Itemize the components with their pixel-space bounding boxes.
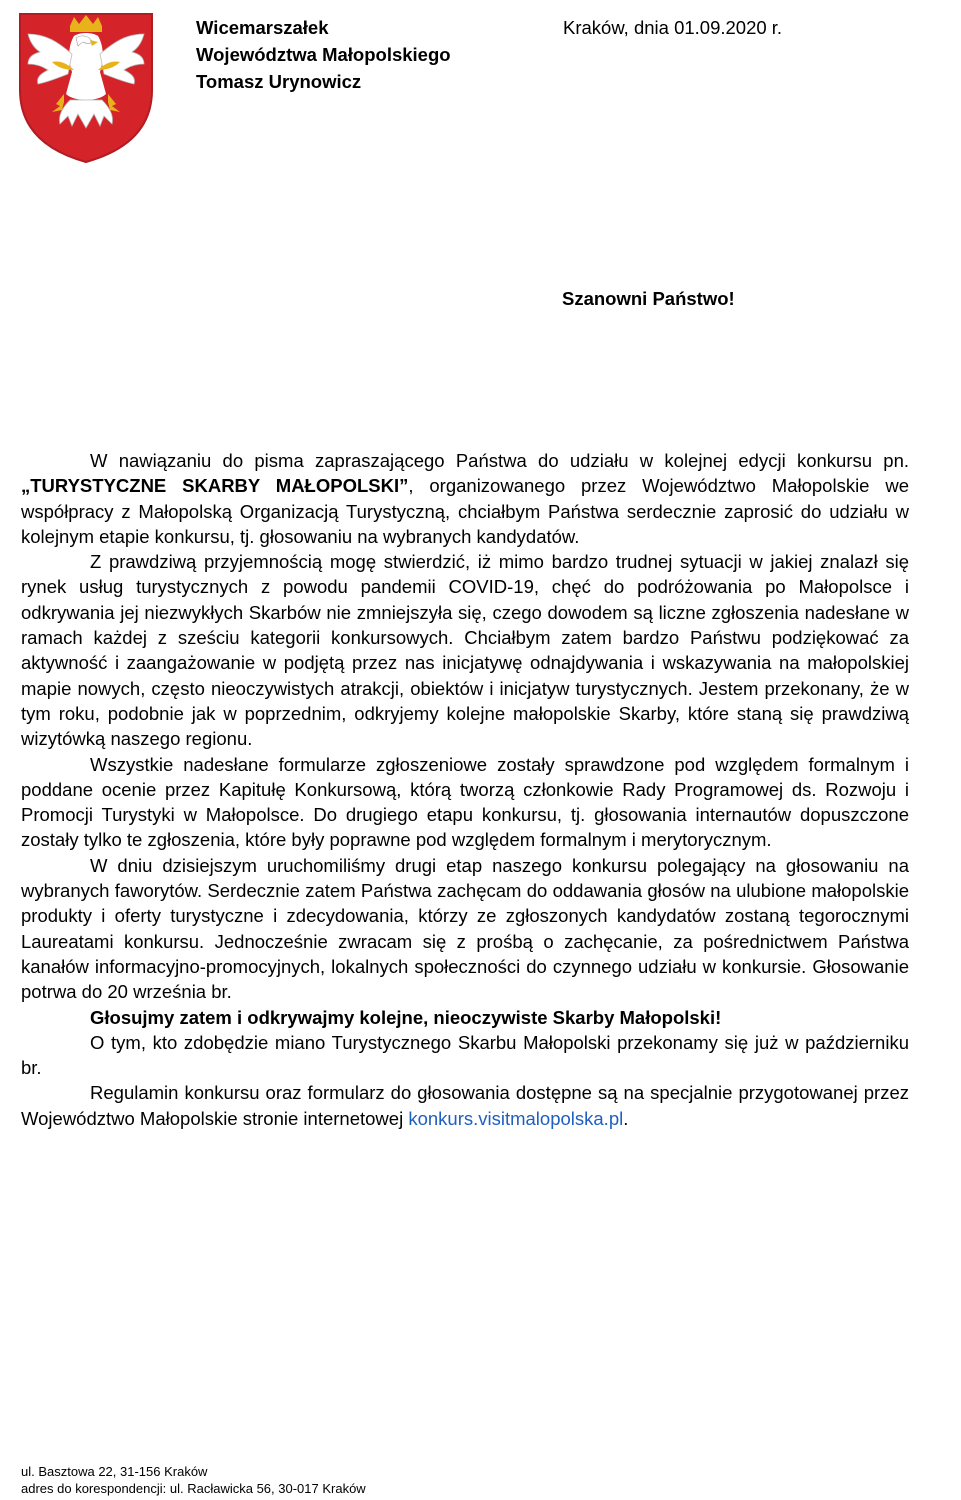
paragraph-4: W dniu dzisiejszym uruchomiliśmy drugi etap naszego konkursu polegający na głosowaniu na wybranych faworytów. Serdecznie zatem Państwa zachęcam do oddawania głosów na ulubione małopolskie produkty i oferty turystyczne i zdecydowania, którzy ze zgłoszonych kandydatów zostaną tegorocznymi Laureatami konkursu. Jednocześnie zwracam się z prośbą o zachęcanie, za pośrednictwem Państwa kanałów informacyjno-promocyjnych, lokalnych społeczności do czynnego udziału w konkursie. Głosowanie potrwa do 20 września br.: [21, 854, 909, 1003]
paragraph-3: Wszystkie nadesłane formularze zgłoszeniowe zostały sprawdzone pod względem formalnym i poddane ocenie przez Kapitułę Konkursową, którą tworzą członkowie Rady Programowej ds. Rozwoju i Promocji Turystyki w Małopolsce. Do drugiego etapu konkursu, tj. głosowania internautów dopuszczone zostały tylko te zgłoszenia, które były poprawne pod względem formalnym i merytorycznym.: [21, 753, 909, 851]
sender-name: Tomasz Urynowicz: [196, 71, 362, 92]
paragraph-7: [21, 1080, 909, 1131]
contest-website-link[interactable]: konkurs.visitmalopolska.pl: [408, 1107, 624, 1129]
footer-correspondence-address: adres do korespondencji: ul. Racławicka 56, 30-017 Kraków: [21, 1481, 366, 1496]
paragraph-1: [21, 448, 909, 549]
paragraph-5-slogan: Głosujmy zatem i odkrywajmy kolejne, nieoczywiste Skarby Małopolski!: [90, 1006, 722, 1028]
malopolska-coat-of-arms-icon: [18, 12, 154, 164]
footer-address: ul. Basztowa 22, 31-156 Kraków: [21, 1464, 208, 1479]
paragraph-1-rest: , organizowanego przez Województwo Małopolskie we współpracy z Małopolską Organizacją Turystyczną, chciałbym Państwa serdecznie zaprosić do udziału w kolejnym etapie konkursu, tj. głosowaniu na wybranych kandydatów.: [21, 475, 909, 547]
letter-body: [21, 448, 909, 1131]
footer: [21, 1463, 366, 1497]
paragraph-2: Z prawdziwą przyjemnością mogę stwierdzić, iż mimo bardzo trudnej sytuacji w jakiej znalazł się rynek usług turystycznych z powodu pandemii COVID-19, chęć do podróżowania po Małopolsce i odkrywania jej niezwykłych Skarbów nie zmniejszyła się, czego dowodem są liczne zgłoszenia nadesłane w ramach każdej z sześciu kategorii konkursowych. Chciałbym zatem bardzo Państwu podziękować za aktywność i zaangażowanie w podjętą przez nas inicjatywę odnajdywania i wskazywania na małopolskiej mapie nowych, często nieoczywistych atrakcji, obiektów i inicjatyw turystycznych. Jestem przekonany, że w tym roku, podobnie jak w poprzednim, odkryjemy kolejne małopolskie Skarby, które staną się prawdziwą wizytówką naszego regionu.: [21, 551, 909, 750]
paragraph-6: O tym, kto zdobędzie miano Turystycznego Skarbu Małopolski przekonamy się już w październiku br.: [21, 1031, 909, 1079]
sender-office: Województwa Małopolskiego: [196, 44, 451, 65]
paragraph-7-end: .: [623, 1107, 629, 1129]
letter-date: Kraków, dnia 01.09.2020 r.: [563, 17, 783, 38]
paragraph-7-text: Regulamin konkursu oraz formularz do głosowania dostępne są na specjalnie przygotowanej przez Województwo Małopolskie stronie internetowej: [21, 1082, 909, 1129]
sender-block: [196, 14, 451, 95]
sender-title: Wicemarszałek: [196, 17, 329, 38]
greeting: Szanowni Państwo!: [562, 288, 735, 309]
paragraph-1-intro: W nawiązaniu do pisma zapraszającego Państwa do udziału w kolejnej edycji konkursu pn.: [90, 450, 909, 471]
contest-name: „TURYSTYCZNE SKARBY MAŁOPOLSKI”: [21, 475, 409, 497]
